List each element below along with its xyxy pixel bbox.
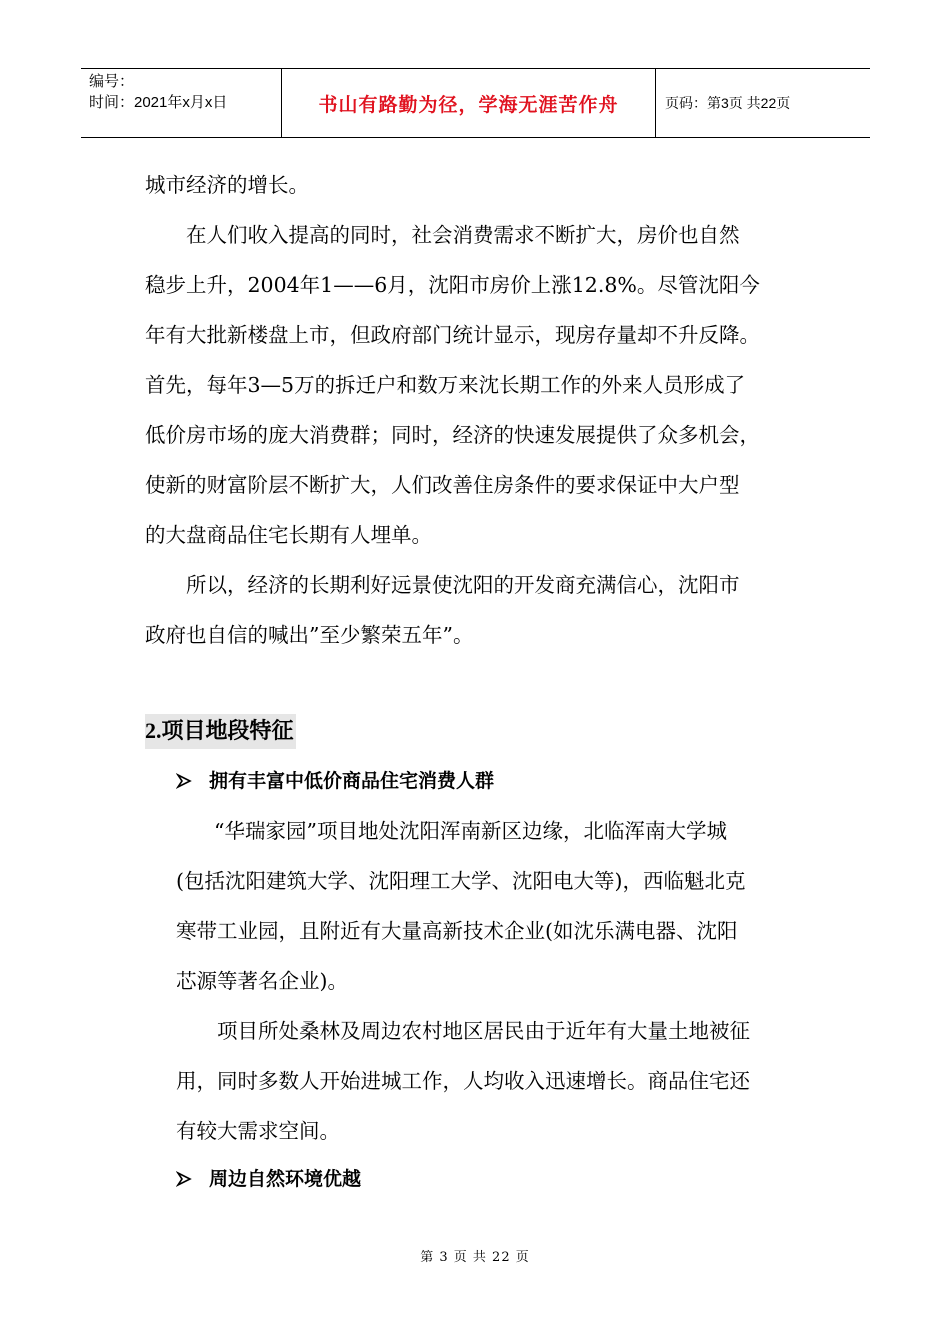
- header-page-cell: [656, 69, 870, 137]
- paragraph-line: 在人们收入提高的同时，社会消费需求不断扩大，房价也自然: [186, 223, 740, 247]
- section-heading: [145, 714, 296, 749]
- paragraph-line: 用，同时多数人开始进城工作，人均收入迅速增长。商品住宅还: [176, 1069, 750, 1093]
- bullet-item: [176, 768, 494, 794]
- motto-text: 书山有路勤为径，学海无涯苦作舟: [318, 93, 619, 116]
- page-info: 页码：第3页 共22页: [665, 95, 791, 111]
- paragraph-line: 首先，每年3—5万的拆迁户和数万来沈长期工作的外来人员形成了: [145, 373, 746, 397]
- arrowhead-bullet-icon: [176, 768, 209, 794]
- paragraph-line: 芯源等著名企业)。: [176, 969, 348, 993]
- paragraph-line: 稳步上升，2004年1——6月，沈阳市房价上涨12.8%。尽管沈阳今: [145, 273, 760, 297]
- paragraph-line: 城市经济的增长。: [145, 173, 309, 197]
- paragraph-line: 项目所处桑林及周边农村地区居民由于近年有大量土地被征: [217, 1019, 750, 1043]
- paragraph-line: 所以，经济的长期利好远景使沈阳的开发商充满信心，沈阳市: [186, 573, 740, 597]
- paragraph-line: (包括沈阳建筑大学、沈阳理工大学、沈阳电大等)，西临魁北克: [176, 869, 746, 893]
- bullet-text: 周边自然环境优越: [209, 1168, 362, 1190]
- paragraph-line: 低价房市场的庞大消费群；同时，经济的快速发展提供了众多机会，: [145, 423, 760, 447]
- paragraph-line: 年有大批新楼盘上市，但政府部门统计显示，现房存量却不升反降。: [145, 323, 760, 347]
- header-meta-cell: [81, 69, 282, 137]
- paragraph-line: 寒带工业园，且附近有大量高新技术企业(如沈乐满电器、沈阳: [176, 919, 738, 943]
- bullet-text: 拥有丰富中低价商品住宅消费人群: [209, 770, 495, 792]
- paragraph-line: 有较大需求空间。: [176, 1119, 340, 1143]
- date-label: 时间：2021年x月x日: [89, 94, 228, 111]
- paragraph-line: “华瑞家园”项目地处沈阳浑南新区边缘，北临浑南大学城: [214, 819, 727, 843]
- bullet-item: [176, 1166, 361, 1192]
- section-number: 2.: [145, 718, 162, 743]
- page-footer: 第 3 页 共 22 页: [420, 1250, 530, 1265]
- page-header: [81, 68, 870, 138]
- paragraph-line: 政府也自信的喊出”至少繁荣五年”。: [145, 623, 474, 647]
- paragraph-line: 的大盘商品住宅长期有人埋单。: [145, 523, 432, 547]
- number-label: 编号：: [89, 73, 135, 90]
- header-motto-cell: [282, 69, 656, 137]
- section-title: 项目地段特征: [161, 719, 294, 744]
- arrowhead-bullet-icon: [176, 1166, 209, 1192]
- paragraph-line: 使新的财富阶层不断扩大，人们改善住房条件的要求保证中大户型: [145, 473, 740, 497]
